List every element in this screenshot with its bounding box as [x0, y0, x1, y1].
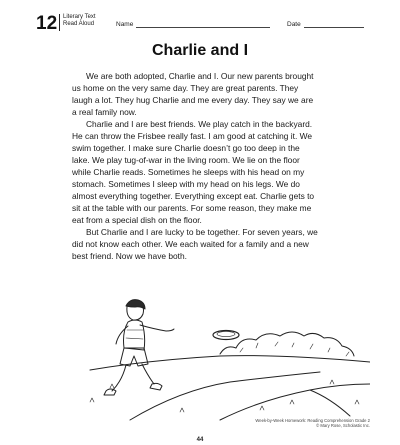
story-line: laugh a lot. They hug Charlie and me every day. They say we are [72, 95, 314, 105]
genre-line-1: Literary Text [63, 14, 96, 20]
header-divider [59, 14, 60, 31]
credit-line-2: © Mary Rose, Scholastic Inc. [316, 423, 370, 428]
boy-throwing-frisbee-illustration [70, 292, 370, 422]
story-line: stomach. Sometimes I sleep with my head on his legs. We do [72, 179, 300, 189]
name-field[interactable] [136, 27, 270, 28]
genre-line-2: Read Aloud [63, 21, 95, 27]
boy-back-leg [142, 364, 154, 384]
story-line: But Charlie and I are lucky to be together. For seven years, we [86, 227, 318, 237]
story-body [72, 70, 372, 262]
frisbee [213, 331, 239, 340]
story-line: eat from a special dish on the floor. [72, 215, 202, 225]
boy-back-arm [116, 326, 128, 344]
name-label: Name [116, 21, 134, 28]
story-line: while Charlie reads. Sometimes he sleeps with his head on my [72, 167, 305, 177]
boy-throwing-arm [140, 325, 174, 331]
ground-line [90, 356, 370, 370]
boy-shoe-left [104, 389, 116, 395]
boy-front-leg [112, 365, 126, 391]
grass-tufts [90, 380, 359, 412]
story-title: Charlie and I [151, 42, 249, 59]
boy-hair [126, 300, 145, 309]
path-right-edge [220, 384, 370, 420]
story-line: did not know each other. We each waited for a family and a new [72, 239, 309, 249]
date-field[interactable] [304, 27, 364, 28]
story-line: a real family now. [72, 107, 137, 117]
date-label: Date [287, 21, 301, 28]
boy-shirt-stripes [126, 330, 143, 339]
footer-credit [255, 418, 370, 428]
story-line: Charlie and I are best friends. We play catch in the backyard. [86, 119, 313, 129]
story-line: swim together. I make sure Charlie doesn’t go too deep in the [72, 143, 300, 153]
boy-face [127, 307, 144, 320]
bush-texture [240, 342, 349, 356]
path-fork [310, 390, 350, 416]
story-line: best friend. Now we have both. [72, 251, 187, 261]
page-number: 44 [196, 437, 204, 443]
boy-torso [124, 320, 145, 350]
story-line: He can throw the Frisbee really fast. I am good at catching it. We [72, 131, 313, 141]
credit-line-1: Week-by-Week Homework: Reading Comprehension Grade 2 [255, 418, 370, 423]
lesson-number: 12 [36, 13, 58, 34]
boy-shoe-right [150, 383, 162, 390]
path-left-edge [130, 372, 320, 420]
page-header [0, 0, 400, 32]
bush-outline [220, 332, 354, 356]
genre-label [63, 14, 96, 28]
story-line: lake. We play tug-of-war in the living room. We lie on the floor [72, 155, 300, 165]
story-line: sit at the table with our parents. For some reason, they make me [72, 203, 312, 213]
boy-figure [104, 300, 174, 395]
story-line: We are both adopted, Charlie and I. Our new parents brought [86, 71, 314, 81]
frisbee-rim [217, 331, 235, 336]
story-paragraph-3 [72, 226, 372, 262]
story-line: almost everything together. Everything except eat. Charlie gets to [72, 191, 315, 201]
story-paragraph-2 [72, 118, 372, 226]
story-paragraph-1 [72, 70, 372, 118]
story-line: us home on the very same day. They are great parents. They [72, 83, 299, 93]
